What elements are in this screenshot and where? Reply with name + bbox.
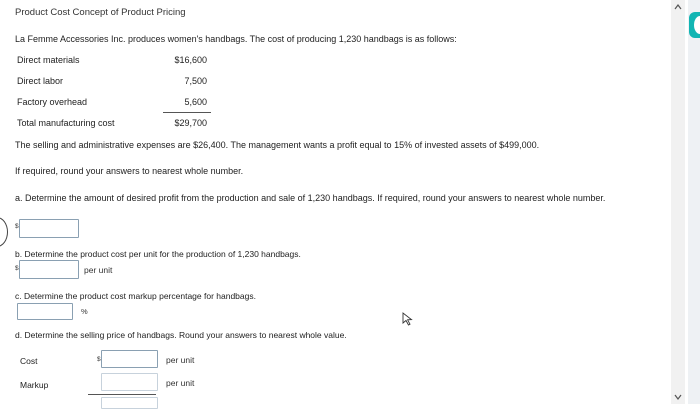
right-edge-panel [688,0,700,404]
percent-sign: % [81,307,88,316]
cost-value-direct-materials: $16,600 [174,55,207,65]
selling-price-cost-unit: per unit [166,355,195,365]
cost-value-direct-labor: 7,500 [184,76,207,86]
cost-label-factory-overhead: Factory overhead [17,97,88,107]
problem-intro: La Femme Accessories Inc. produces women's handbags. The cost of producing 1,230 handbags is as follows: [15,34,457,44]
question-b-currency: $ [15,265,19,272]
cost-value-total: $29,700 [174,118,207,128]
selling-price-total-input[interactable] [101,397,158,409]
selling-price-markup-unit: per unit [166,378,195,388]
selling-price-cost-currency: $ [97,356,101,363]
question-b-text: b. Determine the product cost per unit for the production of 1,230 handbags. [15,249,301,259]
chevron-down-icon[interactable] [673,393,683,401]
selling-price-cost-input[interactable] [101,350,158,368]
chevron-up-icon[interactable] [673,3,683,11]
rounding-note: If required, round your answers to nearest whole number. [15,166,244,176]
page-title: Product Cost Concept of Product Pricing [15,7,186,18]
desired-profit-input[interactable] [19,219,79,238]
selling-admin-note: The selling and administrative expenses are $26,400. The management wants a profit equal to 15% of invested assets of $499,000. [15,140,540,150]
question-indicator [0,217,8,247]
selling-price-cost-label: Cost [20,356,38,366]
app-badge-inner [694,16,700,34]
cost-label-direct-materials: Direct materials [17,55,80,65]
cost-label-total: Total manufacturing cost [17,118,115,128]
question-a-currency: $ [15,223,19,230]
cost-value-factory-overhead: 5,600 [184,97,207,107]
selling-price-markup-label: Markup [20,380,49,390]
selling-price-markup-input[interactable] [101,373,158,391]
selling-price-total-rule [88,394,156,395]
question-b-unit: per unit [84,265,113,275]
question-a-text: a. Determine the amount of desired profit from the production and sale of 1,230 handbags. If required, round your answers to nearest whole number. [15,193,606,203]
cost-label-direct-labor: Direct labor [17,76,64,86]
total-rule [163,112,211,113]
product-cost-per-unit-input[interactable] [19,260,79,279]
question-c-text: c. Determine the product cost markup percentage for handbags. [15,291,256,301]
pointer-cursor-icon [402,312,414,326]
vertical-scrollbar[interactable] [671,0,685,404]
question-d-text: d. Determine the selling price of handbags. Round your answers to nearest whole value. [15,330,347,340]
markup-percentage-input[interactable] [17,303,73,320]
